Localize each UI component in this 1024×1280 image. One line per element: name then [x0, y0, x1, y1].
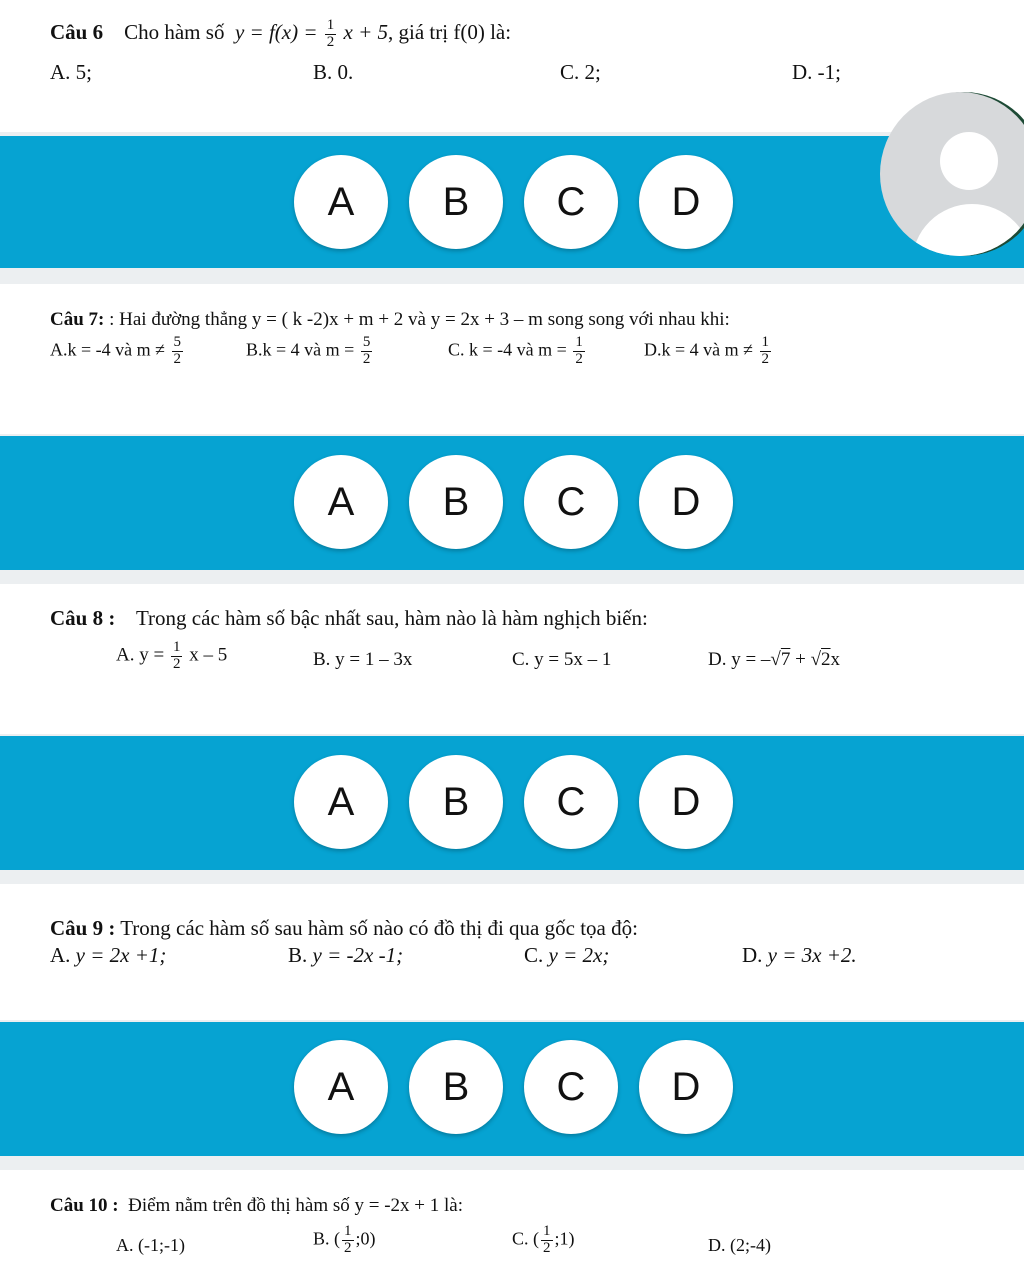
question-7-stem: Câu 7: : Hai đường thẳng y = ( k -2)x + m + 2 và y = 2x + 3 – m song song với nhau khi: — [50, 309, 730, 330]
answer-d-button[interactable]: D — [639, 755, 733, 849]
answer-d-button[interactable]: D — [639, 455, 733, 549]
answer-a-button[interactable]: A — [294, 755, 388, 849]
option-c: C. y = 2x; — [524, 943, 610, 967]
answer-b-button[interactable]: B — [409, 755, 503, 849]
question-label: Câu 6 — [50, 20, 104, 45]
answer-band-3 — [0, 736, 1024, 870]
question-8-stem: Câu 8 : Trong các hàm số bậc nhất sau, hàm nào là hàm nghịch biến: — [50, 606, 648, 630]
option-b: B. y = -2x -1; — [288, 943, 404, 967]
option-d: D. y = 3x +2. — [742, 943, 857, 967]
option-b: B. 0. — [313, 60, 354, 84]
question-label: Câu 7: — [50, 309, 105, 330]
question-10-stem: Câu 10 : Điểm nằm trên đồ thị hàm số y = -2x + 1 là: — [50, 1195, 463, 1216]
question-6-stem: Câu 6 Cho hàm số y = f(x) = $\frac{1}{2}$ x + 5, giá trị f(0) là: — [50, 17, 512, 50]
option-b: B. y = 1 – 3x — [313, 649, 413, 670]
avatar-body — [912, 204, 1024, 256]
avatar-head — [940, 132, 998, 190]
option-c: C. ( $\frac{1}{2}$ ;1) — [512, 1223, 575, 1256]
option-d: D.k = 4 và m ≠ $\frac{1}{2}$ — [644, 334, 770, 367]
answer-a-button[interactable]: A — [294, 455, 388, 549]
question-label: Câu 9 : — [50, 916, 116, 940]
answer-c-button[interactable]: C — [524, 455, 618, 549]
option-b: B. ( $\frac{1}{2}$ ;0) — [313, 1223, 376, 1256]
option-c: C. k = -4 và m = $\frac{1}{2}$ — [448, 334, 583, 367]
answer-a-button[interactable]: A — [294, 1040, 388, 1134]
option-a: A. y = 2x +1; — [50, 943, 167, 967]
option-a: A. y = $\frac{1}{2}$ x – 5 — [116, 639, 228, 672]
answer-a-button[interactable]: A — [294, 155, 388, 249]
answer-b-button[interactable]: B — [409, 1040, 503, 1134]
option-d: D. -1; — [792, 60, 841, 84]
answer-d-button[interactable]: D — [639, 155, 733, 249]
option-a: A. 5; — [50, 60, 92, 84]
answer-band-4 — [0, 1022, 1024, 1156]
option-c: C. 2; — [560, 60, 601, 84]
answer-band-2 — [0, 436, 1024, 570]
option-a: A.k = -4 và m ≠ $\frac{5}{2}$ — [50, 334, 182, 367]
option-d: D. y = –√7 + √2x — [708, 649, 841, 670]
option-a: A. (-1;-1) — [116, 1235, 185, 1255]
answer-b-button[interactable]: B — [409, 455, 503, 549]
answer-band-1 — [0, 136, 1024, 268]
answer-c-button[interactable]: C — [524, 1040, 618, 1134]
answer-c-button[interactable]: C — [524, 155, 618, 249]
question-9-stem: Câu 9 : Trong các hàm số sau hàm số nào có đồ thị đi qua gốc tọa độ: — [50, 916, 638, 940]
option-d: D. (2;-4) — [708, 1235, 771, 1255]
option-b: B.k = 4 và m = $\frac{5}{2}$ — [246, 334, 371, 367]
answer-c-button[interactable]: C — [524, 755, 618, 849]
answer-d-button[interactable]: D — [639, 1040, 733, 1134]
option-c: C. y = 5x – 1 — [512, 649, 612, 670]
question-label: Câu 8 : — [50, 606, 116, 630]
answer-b-button[interactable]: B — [409, 155, 503, 249]
question-label: Câu 10 : — [50, 1195, 119, 1216]
